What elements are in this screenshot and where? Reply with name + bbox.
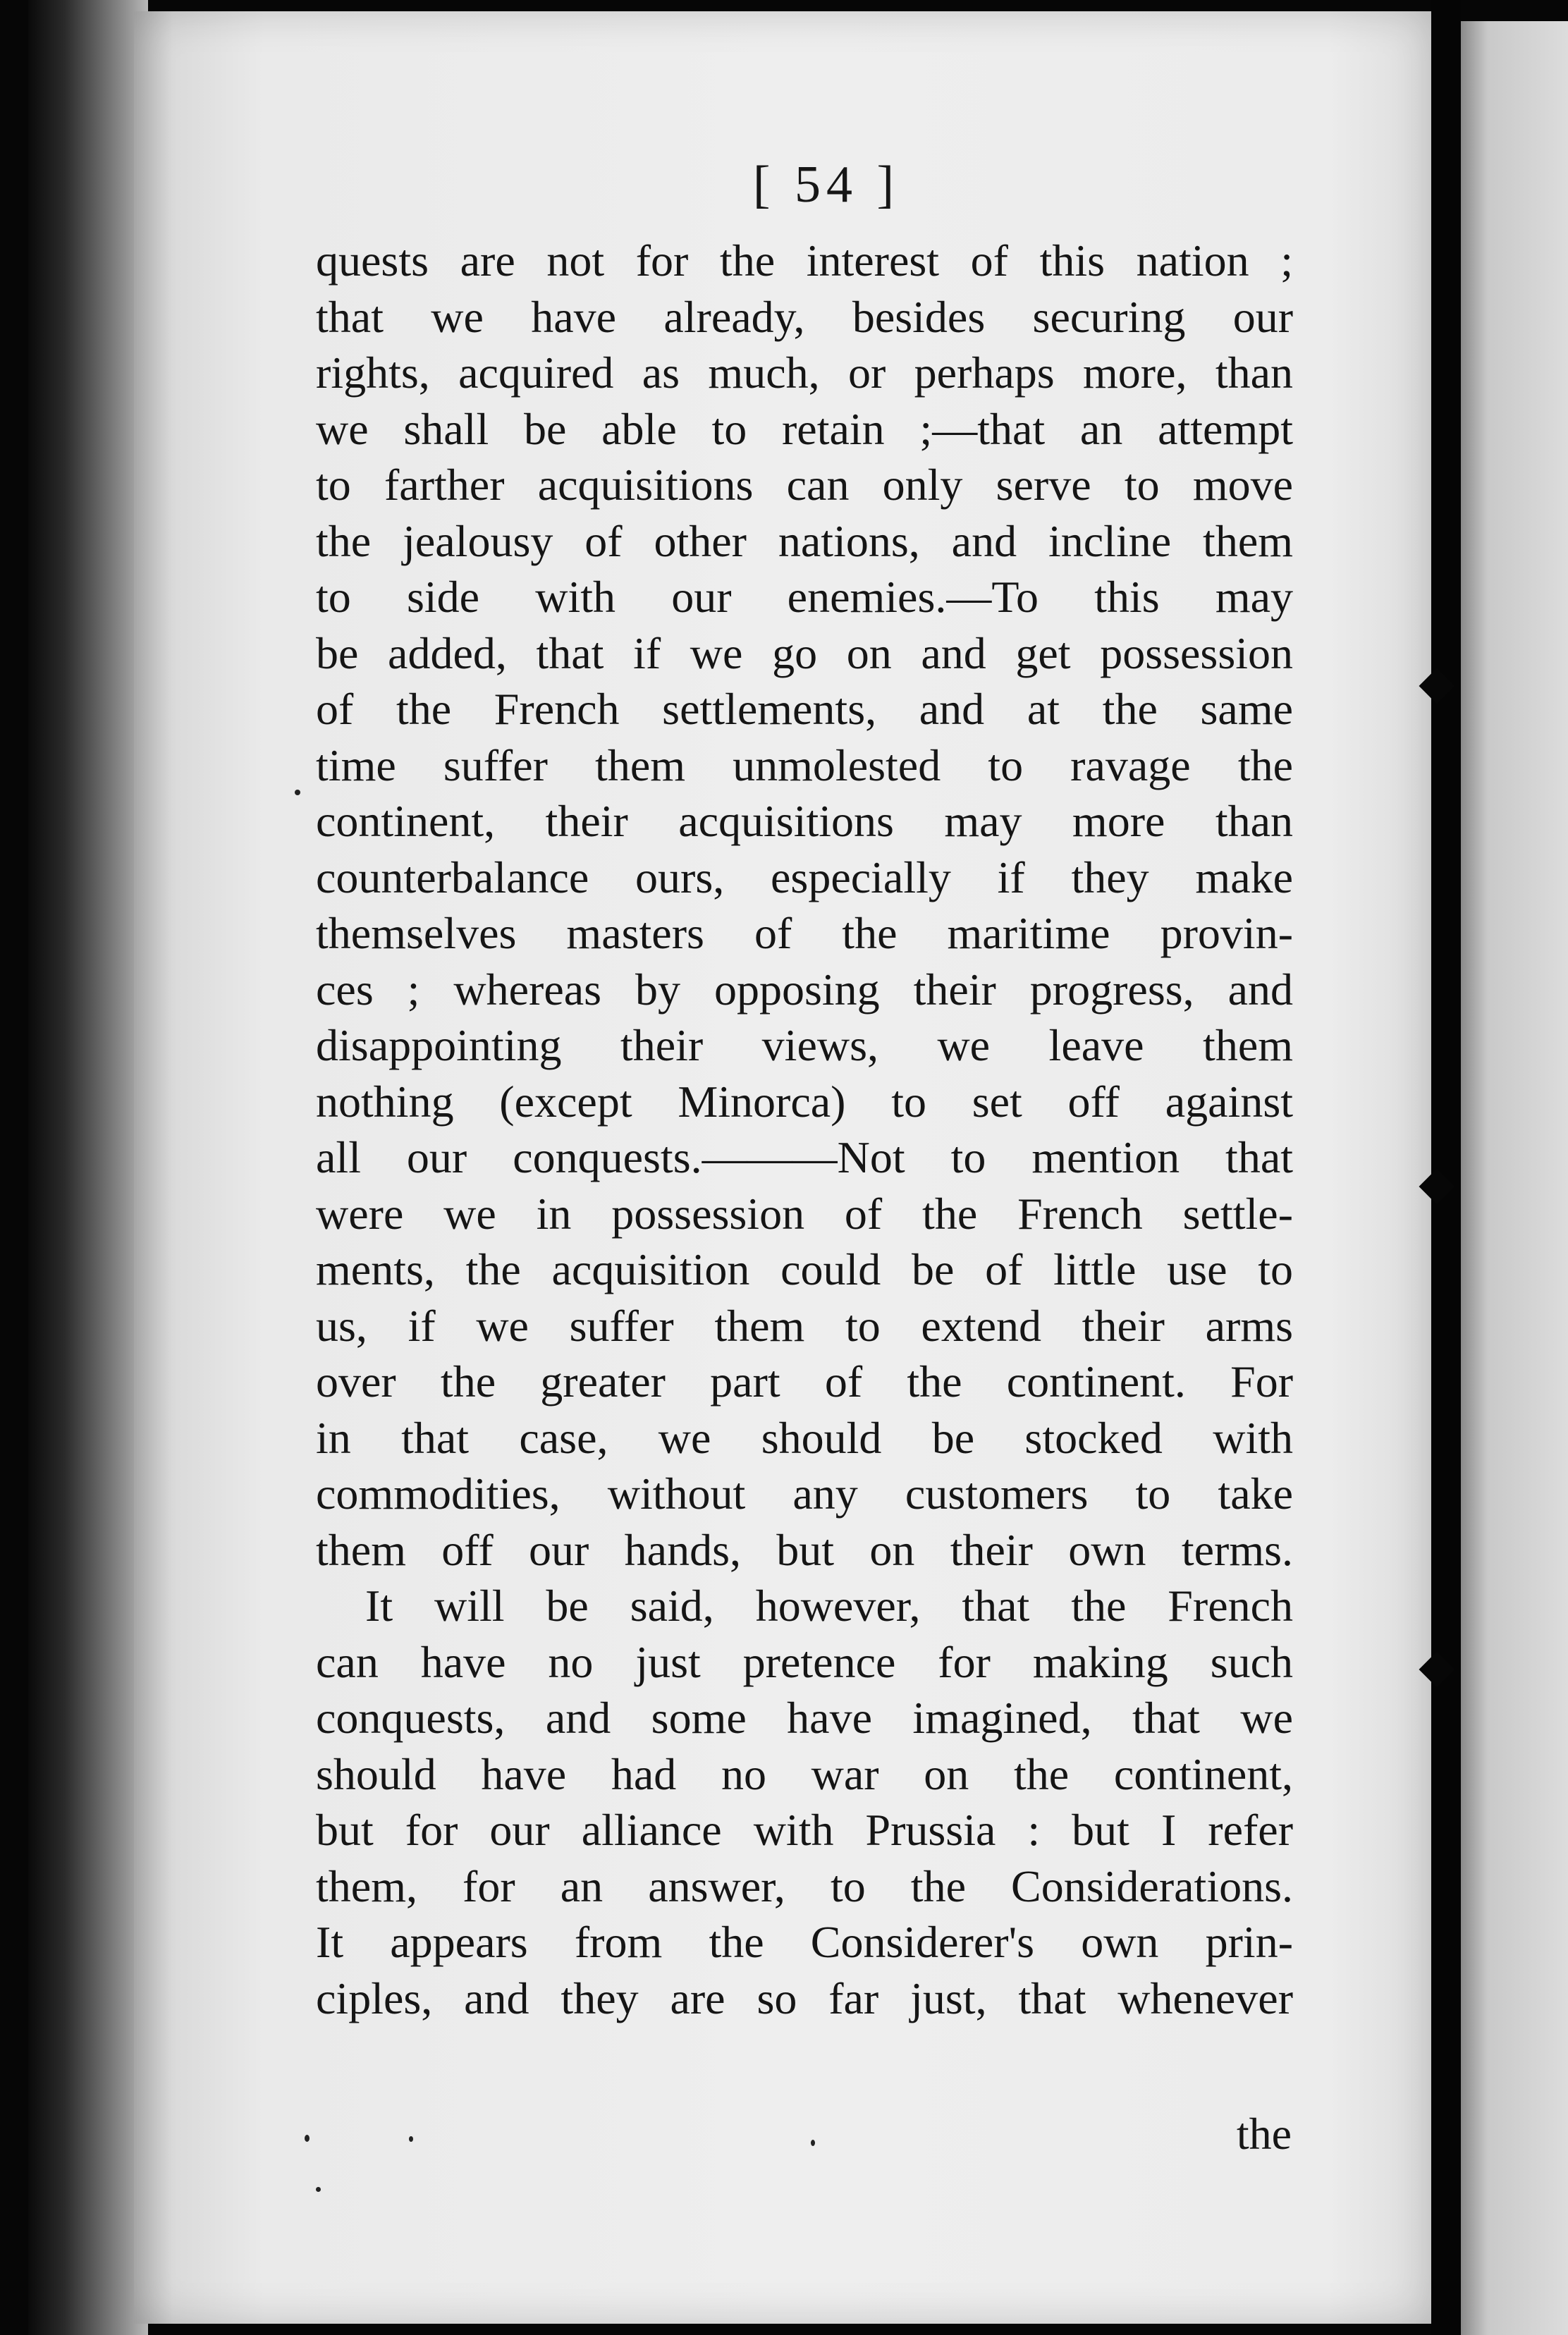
text-line: disappointing their views, we leave them — [316, 1020, 1293, 1070]
text-line: them off our hands, but on their own terms. — [316, 1524, 1293, 1575]
paragraph-start-line: It will be said, however, that the French — [365, 1581, 1293, 1631]
text-line: should have had no war on the continent, — [316, 1748, 1293, 1799]
ink-speck — [316, 2187, 321, 2192]
text-line: were we in possession of the French settle- — [316, 1188, 1293, 1239]
text-line: rights, acquired as much, or perhaps more, than — [316, 348, 1293, 398]
text-line: nothing (except Minorca) to set off against — [316, 1076, 1293, 1127]
text-line: them, for an answer, to the Considerations. — [316, 1861, 1293, 1911]
text-line: the jealousy of other nations, and incline them — [316, 515, 1293, 566]
facing-page-edge — [1461, 21, 1568, 2335]
catchword: the — [1236, 2109, 1292, 2159]
text-line: time suffer them unmolested to ravage the — [316, 740, 1293, 790]
text-line: counterbalance ours, especially if they make — [316, 852, 1293, 902]
text-line: It appears from the Considerer's own prin- — [316, 1917, 1293, 1967]
text-line: be added, that if we go on and get possession — [316, 627, 1293, 678]
text-line: continent, their acquisitions may more than — [316, 796, 1293, 846]
ink-speck — [305, 2135, 310, 2142]
text-line: but for our alliance with Prussia : but I refer — [316, 1805, 1293, 1855]
text-line: us, if we suffer them to extend their arms — [316, 1300, 1293, 1351]
spine-gap — [1431, 0, 1461, 2335]
left-gutter-shadow — [28, 0, 148, 2335]
text-line: themselves masters of the maritime provin- — [316, 908, 1293, 958]
body-text — [316, 233, 1293, 2026]
text-line: in that case, we should be stocked with — [316, 1412, 1293, 1463]
text-line: that we have already, besides securing our — [316, 291, 1293, 342]
text-line: conquests, and some have imagined, that we — [316, 1693, 1293, 1743]
ink-speck — [409, 2136, 413, 2142]
text-line: we shall be able to retain ;—that an attempt — [316, 403, 1293, 454]
ink-speck — [295, 790, 300, 795]
text-line: commodities, without any customers to take — [316, 1469, 1293, 1519]
text-line: ces ; whereas by opposing their progress, and — [316, 964, 1293, 1015]
text-line: to farther acquisitions can only serve to move — [316, 460, 1293, 510]
text-line: ments, the acquisition could be of little use to — [316, 1244, 1293, 1294]
text-line: over the greater part of the continent. For — [316, 1356, 1293, 1406]
page-number: [ 54 ] — [752, 156, 900, 214]
text-line: quests are not for the interest of this nation ; — [316, 235, 1293, 286]
ink-speck — [811, 2140, 815, 2146]
text-line: to side with our enemies.—To this may — [316, 572, 1293, 622]
text-line: can have no just pretence for making such — [316, 1636, 1293, 1687]
text-line: ciples, and they are so far just, that whenever — [316, 1973, 1293, 2023]
text-line: of the French settlements, and at the same — [316, 684, 1293, 734]
text-line: all our conquests.———Not to mention that — [316, 1132, 1293, 1182]
